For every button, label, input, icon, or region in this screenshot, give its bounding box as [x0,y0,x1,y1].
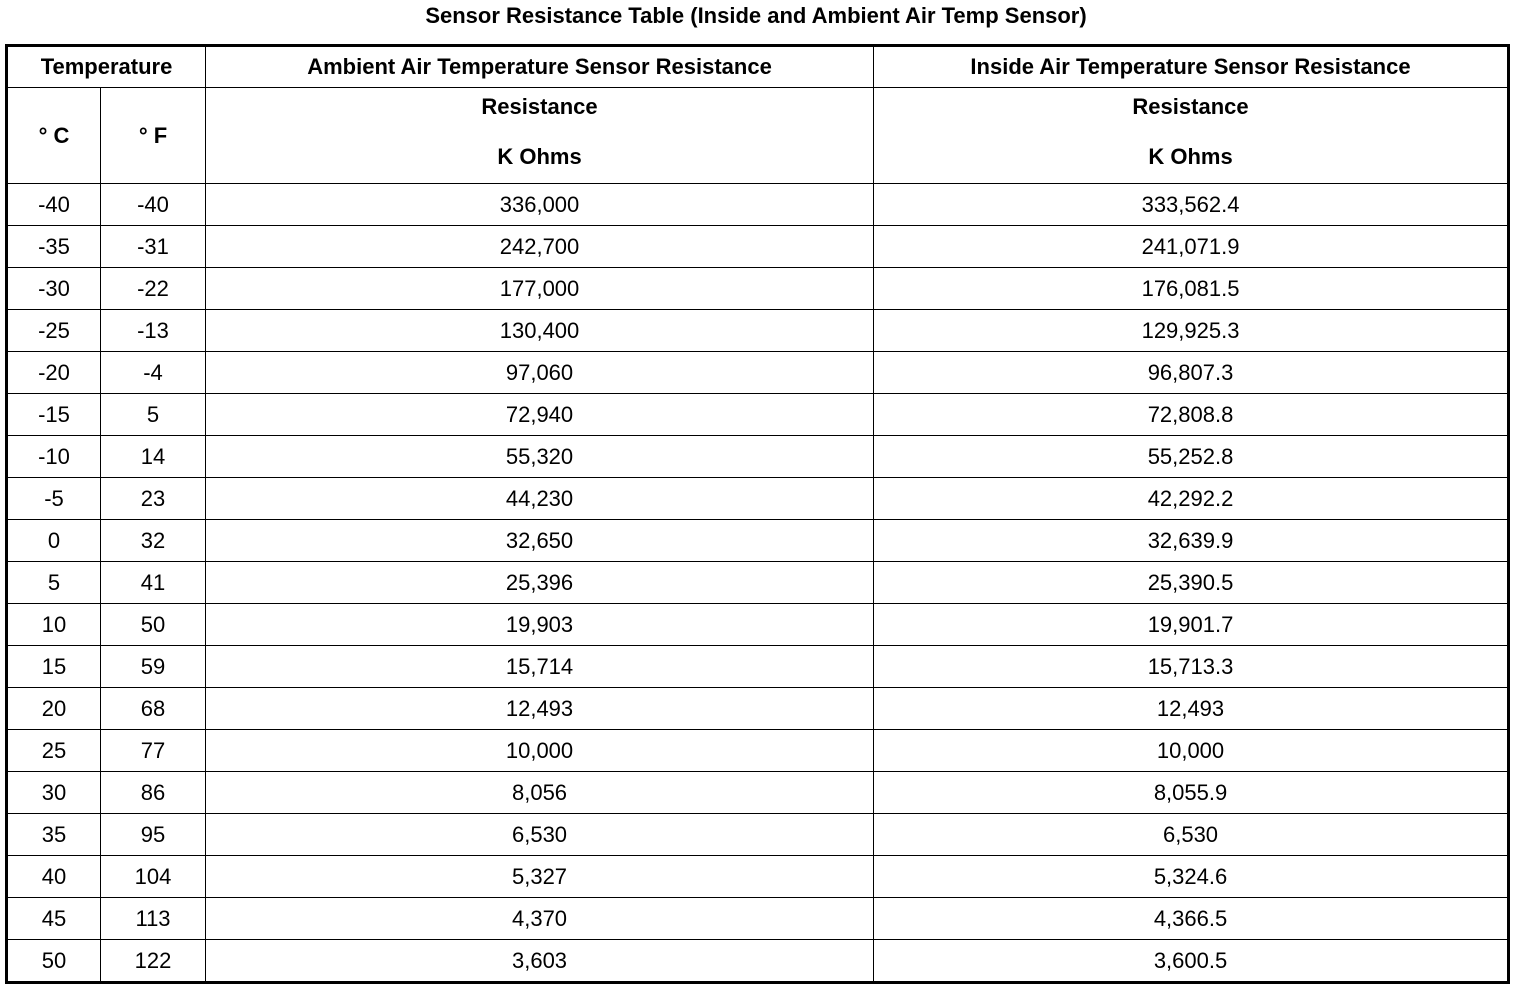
inside-resistance-label: Resistance [1132,94,1249,119]
ambient-resistance-cell: 10,000 [206,730,874,772]
ambient-resistance-cell: 242,700 [206,226,874,268]
inside-resistance-cell: 4,366.5 [874,898,1509,940]
inside-resistance-cell: 32,639.9 [874,520,1509,562]
ambient-resistance-cell: 5,327 [206,856,874,898]
celsius-header [7,88,101,184]
celsius-cell: 45 [7,898,101,940]
celsius-cell: 50 [7,940,101,983]
inside-resistance-cell: 6,530 [874,814,1509,856]
table-row [7,940,1509,983]
celsius-label: ° C [38,122,70,148]
ambient-resistance-cell: 8,056 [206,772,874,814]
table-row [7,436,1509,478]
fahrenheit-cell: 59 [101,646,206,688]
celsius-cell: 5 [7,562,101,604]
table-row [7,772,1509,814]
ambient-header: Ambient Air Temperature Sensor Resistance [206,46,874,88]
inside-resistance-cell: 5,324.6 [874,856,1509,898]
fahrenheit-cell: 77 [101,730,206,772]
celsius-cell: 30 [7,772,101,814]
ambient-resistance-header [206,88,874,184]
temperature-header: Temperature [7,46,206,88]
fahrenheit-cell: 41 [101,562,206,604]
celsius-cell: 35 [7,814,101,856]
celsius-cell: -40 [7,184,101,226]
fahrenheit-cell: -13 [101,310,206,352]
fahrenheit-cell: 86 [101,772,206,814]
table-row [7,562,1509,604]
fahrenheit-cell: 14 [101,436,206,478]
ambient-resistance-cell: 97,060 [206,352,874,394]
celsius-cell: -35 [7,226,101,268]
table-row [7,184,1509,226]
table-body [7,184,1509,983]
ambient-resistance-cell: 15,714 [206,646,874,688]
table-row [7,646,1509,688]
table-row [7,520,1509,562]
celsius-cell: -15 [7,394,101,436]
fahrenheit-cell: 50 [101,604,206,646]
inside-resistance-cell: 15,713.3 [874,646,1509,688]
table-row [7,478,1509,520]
ambient-resistance-label: Resistance [481,94,598,119]
table-row [7,394,1509,436]
inside-resistance-cell: 19,901.7 [874,604,1509,646]
fahrenheit-cell: 95 [101,814,206,856]
ambient-resistance-cell: 130,400 [206,310,874,352]
table-row [7,310,1509,352]
ambient-resistance-cell: 32,650 [206,520,874,562]
fahrenheit-cell: 113 [101,898,206,940]
table-row [7,730,1509,772]
inside-resistance-cell: 10,000 [874,730,1509,772]
inside-resistance-cell: 72,808.8 [874,394,1509,436]
celsius-cell: -30 [7,268,101,310]
fahrenheit-header [101,88,206,184]
ambient-resistance-cell: 55,320 [206,436,874,478]
celsius-cell: -10 [7,436,101,478]
celsius-cell: 15 [7,646,101,688]
inside-resistance-cell: 176,081.5 [874,268,1509,310]
celsius-cell: 25 [7,730,101,772]
inside-resistance-cell: 42,292.2 [874,478,1509,520]
inside-resistance-cell: 8,055.9 [874,772,1509,814]
ambient-resistance-cell: 72,940 [206,394,874,436]
table-row [7,814,1509,856]
inside-resistance-cell: 25,390.5 [874,562,1509,604]
inside-resistance-cell: 333,562.4 [874,184,1509,226]
ambient-resistance-cell: 25,396 [206,562,874,604]
table-row [7,688,1509,730]
inside-resistance-cell: 241,071.9 [874,226,1509,268]
fahrenheit-cell: -40 [101,184,206,226]
inside-resistance-cell: 55,252.8 [874,436,1509,478]
ambient-resistance-cell: 12,493 [206,688,874,730]
table-row [7,268,1509,310]
celsius-cell: 0 [7,520,101,562]
celsius-cell: -5 [7,478,101,520]
inside-resistance-cell: 3,600.5 [874,940,1509,983]
inside-resistance-cell: 12,493 [874,688,1509,730]
fahrenheit-cell: 122 [101,940,206,983]
ambient-unit-label: K Ohms [497,144,582,169]
celsius-cell: 40 [7,856,101,898]
table-row [7,856,1509,898]
fahrenheit-cell: 32 [101,520,206,562]
inside-resistance-header [874,88,1509,184]
inside-unit-label: K Ohms [1148,144,1233,169]
ambient-resistance-cell: 177,000 [206,268,874,310]
ambient-resistance-cell: 4,370 [206,898,874,940]
inside-header: Inside Air Temperature Sensor Resistance [874,46,1509,88]
fahrenheit-cell: 23 [101,478,206,520]
inside-resistance-cell: 96,807.3 [874,352,1509,394]
page-title: Sensor Resistance Table (Inside and Ambient Air Temp Sensor) [425,3,1087,28]
fahrenheit-cell: 104 [101,856,206,898]
fahrenheit-cell: -22 [101,268,206,310]
fahrenheit-cell: -31 [101,226,206,268]
celsius-cell: 20 [7,688,101,730]
celsius-cell: -20 [7,352,101,394]
celsius-cell: -25 [7,310,101,352]
table-row [7,226,1509,268]
fahrenheit-cell: 68 [101,688,206,730]
ambient-resistance-cell: 6,530 [206,814,874,856]
table-row [7,352,1509,394]
celsius-cell: 10 [7,604,101,646]
ambient-resistance-cell: 19,903 [206,604,874,646]
sensor-resistance-table [5,44,1510,984]
ambient-resistance-cell: 44,230 [206,478,874,520]
table-row [7,604,1509,646]
inside-resistance-cell: 129,925.3 [874,310,1509,352]
fahrenheit-label: ° F [138,122,168,148]
fahrenheit-cell: -4 [101,352,206,394]
ambient-resistance-cell: 3,603 [206,940,874,983]
table-row [7,898,1509,940]
ambient-resistance-cell: 336,000 [206,184,874,226]
fahrenheit-cell: 5 [101,394,206,436]
